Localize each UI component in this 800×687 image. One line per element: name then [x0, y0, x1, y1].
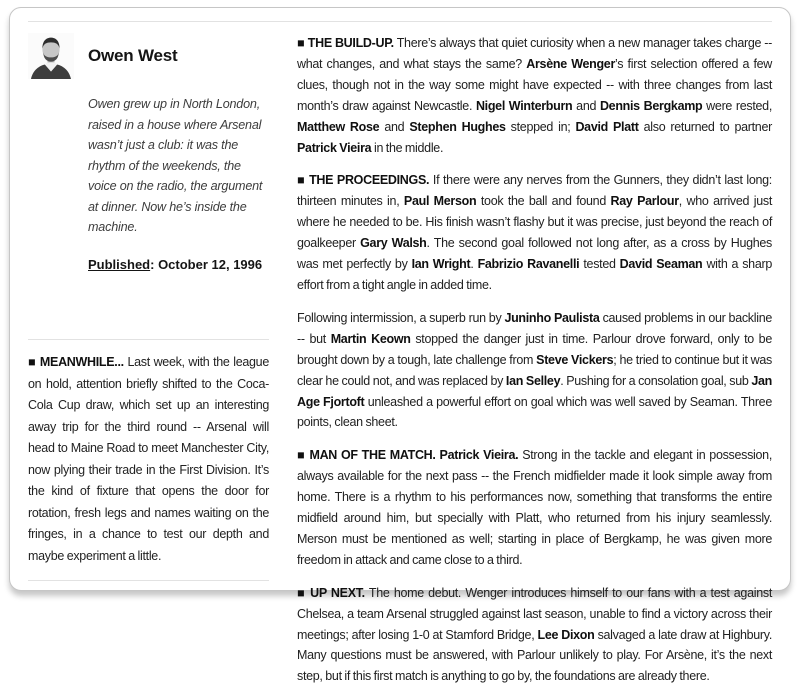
meanwhile-bottom-divider: [28, 580, 269, 581]
meanwhile-top-divider: [28, 339, 269, 340]
published-value: : October 12, 1996: [150, 256, 263, 272]
author-bio: Owen grew up in North London, raised in a house where Arsenal wasn’t just a club: it was the rhythm of the weekends, the voice on the radio, the argument at dinner. Now he’s inside the machine.: [88, 97, 263, 234]
author-avatar-photo: [28, 33, 74, 79]
paragraph-proceedings-continued: Following intermission, a superb run by Juninho Paulista caused problems in our backline -- but Martin Keown stopped the danger just in time. Parlour drove forward, only to be brought down by a tough, late challenge from Steve Vickers; he tried to continue but it was clear he could not, and was replaced by Ian Selley. Pushing for a consolation goal, sub Jan Age Fjortoft unleashed a powerful effort on goal which was well saved by Seaman. Three points, clean sheet.: [297, 310, 773, 430]
published-date: [88, 257, 269, 272]
paragraph-up-next: ■ UP NEXT. The home debut. Wenger introduces himself to our fans with a test against Chelsea, a team Arsenal struggled against last season, unable to find a victory across their meetings; after losing 1-0 at Stamford Bridge, Lee Dixon salvaged a late draw at Highbury. Many questions must be answered, with Parlour unlikely to play. For Arsène, it’s the next step, but if this first match is anything to go by, the foundations are already there.: [297, 585, 772, 684]
author-name: Owen West: [88, 46, 178, 65]
meanwhile-paragraph: ■ MEANWHILE... Last week, with the league on hold, attention briefly shifted to the Coca-Cola Cup draw, which set up an interesting away trip for the third round -- Arsenal will head to Maine Road to meet Manchester City, now plying their trade in the First Division. It’s the kind of fixture that opens the door for rotation, fresh legs and names waiting on the fringes, in a chance to test our depth and maybe experiment a little.: [28, 355, 269, 563]
author-block: [28, 33, 269, 272]
author-sidebar: [28, 33, 269, 581]
paragraph-build-up: ■ THE BUILD-UP. There’s always that quiet curiosity when a new manager takes charge -- what changes, and what stays the same? Arsène Wenger’s first selection offered a few clues, though not in the way some might have expected -- with three changes from last month’s draw against Newcastle. Nigel Winterburn and Dennis Bergkamp were rested, Matthew Rose and Stephen Hughes stepped in; David Platt also returned to partner Patrick Vieira in the middle.: [297, 36, 773, 155]
content-columns: [28, 33, 773, 684]
published-label: Published: [88, 256, 151, 272]
article-card: [9, 7, 791, 684]
article-body: [297, 33, 773, 684]
paragraph-man-of-the-match: ■ MAN OF THE MATCH. Patrick Vieira. Strong in the tackle and elegant in possession, always available for the next pass -- the French midfielder made it look simple away from home. There is a rhythm to his performances now, something that transforms the entire midfield around him, but specially with Platt, who returned from his injury seamlessly. Merson must be mentioned as well; starting in place of Bergkamp, he was given more freedom in attack and came close to a third.: [297, 448, 772, 567]
paragraph-proceedings: ■ THE PROCEEDINGS. If there were any nerves from the Gunners, they didn’t last long: thirteen minutes in, Paul Merson took the ball and found Ray Parlour, who arrived just where he needed to be. His finish wasn’t flashy but it was precise, just beyond the reach of goalkeeper Gary Walsh. The second goal followed not long after, as a cross by Hughes was met perfectly by Ian Wright. Fabrizio Ravanelli tested David Seaman with a sharp effort from a tight angle in added time.: [297, 173, 773, 292]
sidebar-spacer: [28, 272, 269, 340]
top-divider: [28, 21, 772, 22]
